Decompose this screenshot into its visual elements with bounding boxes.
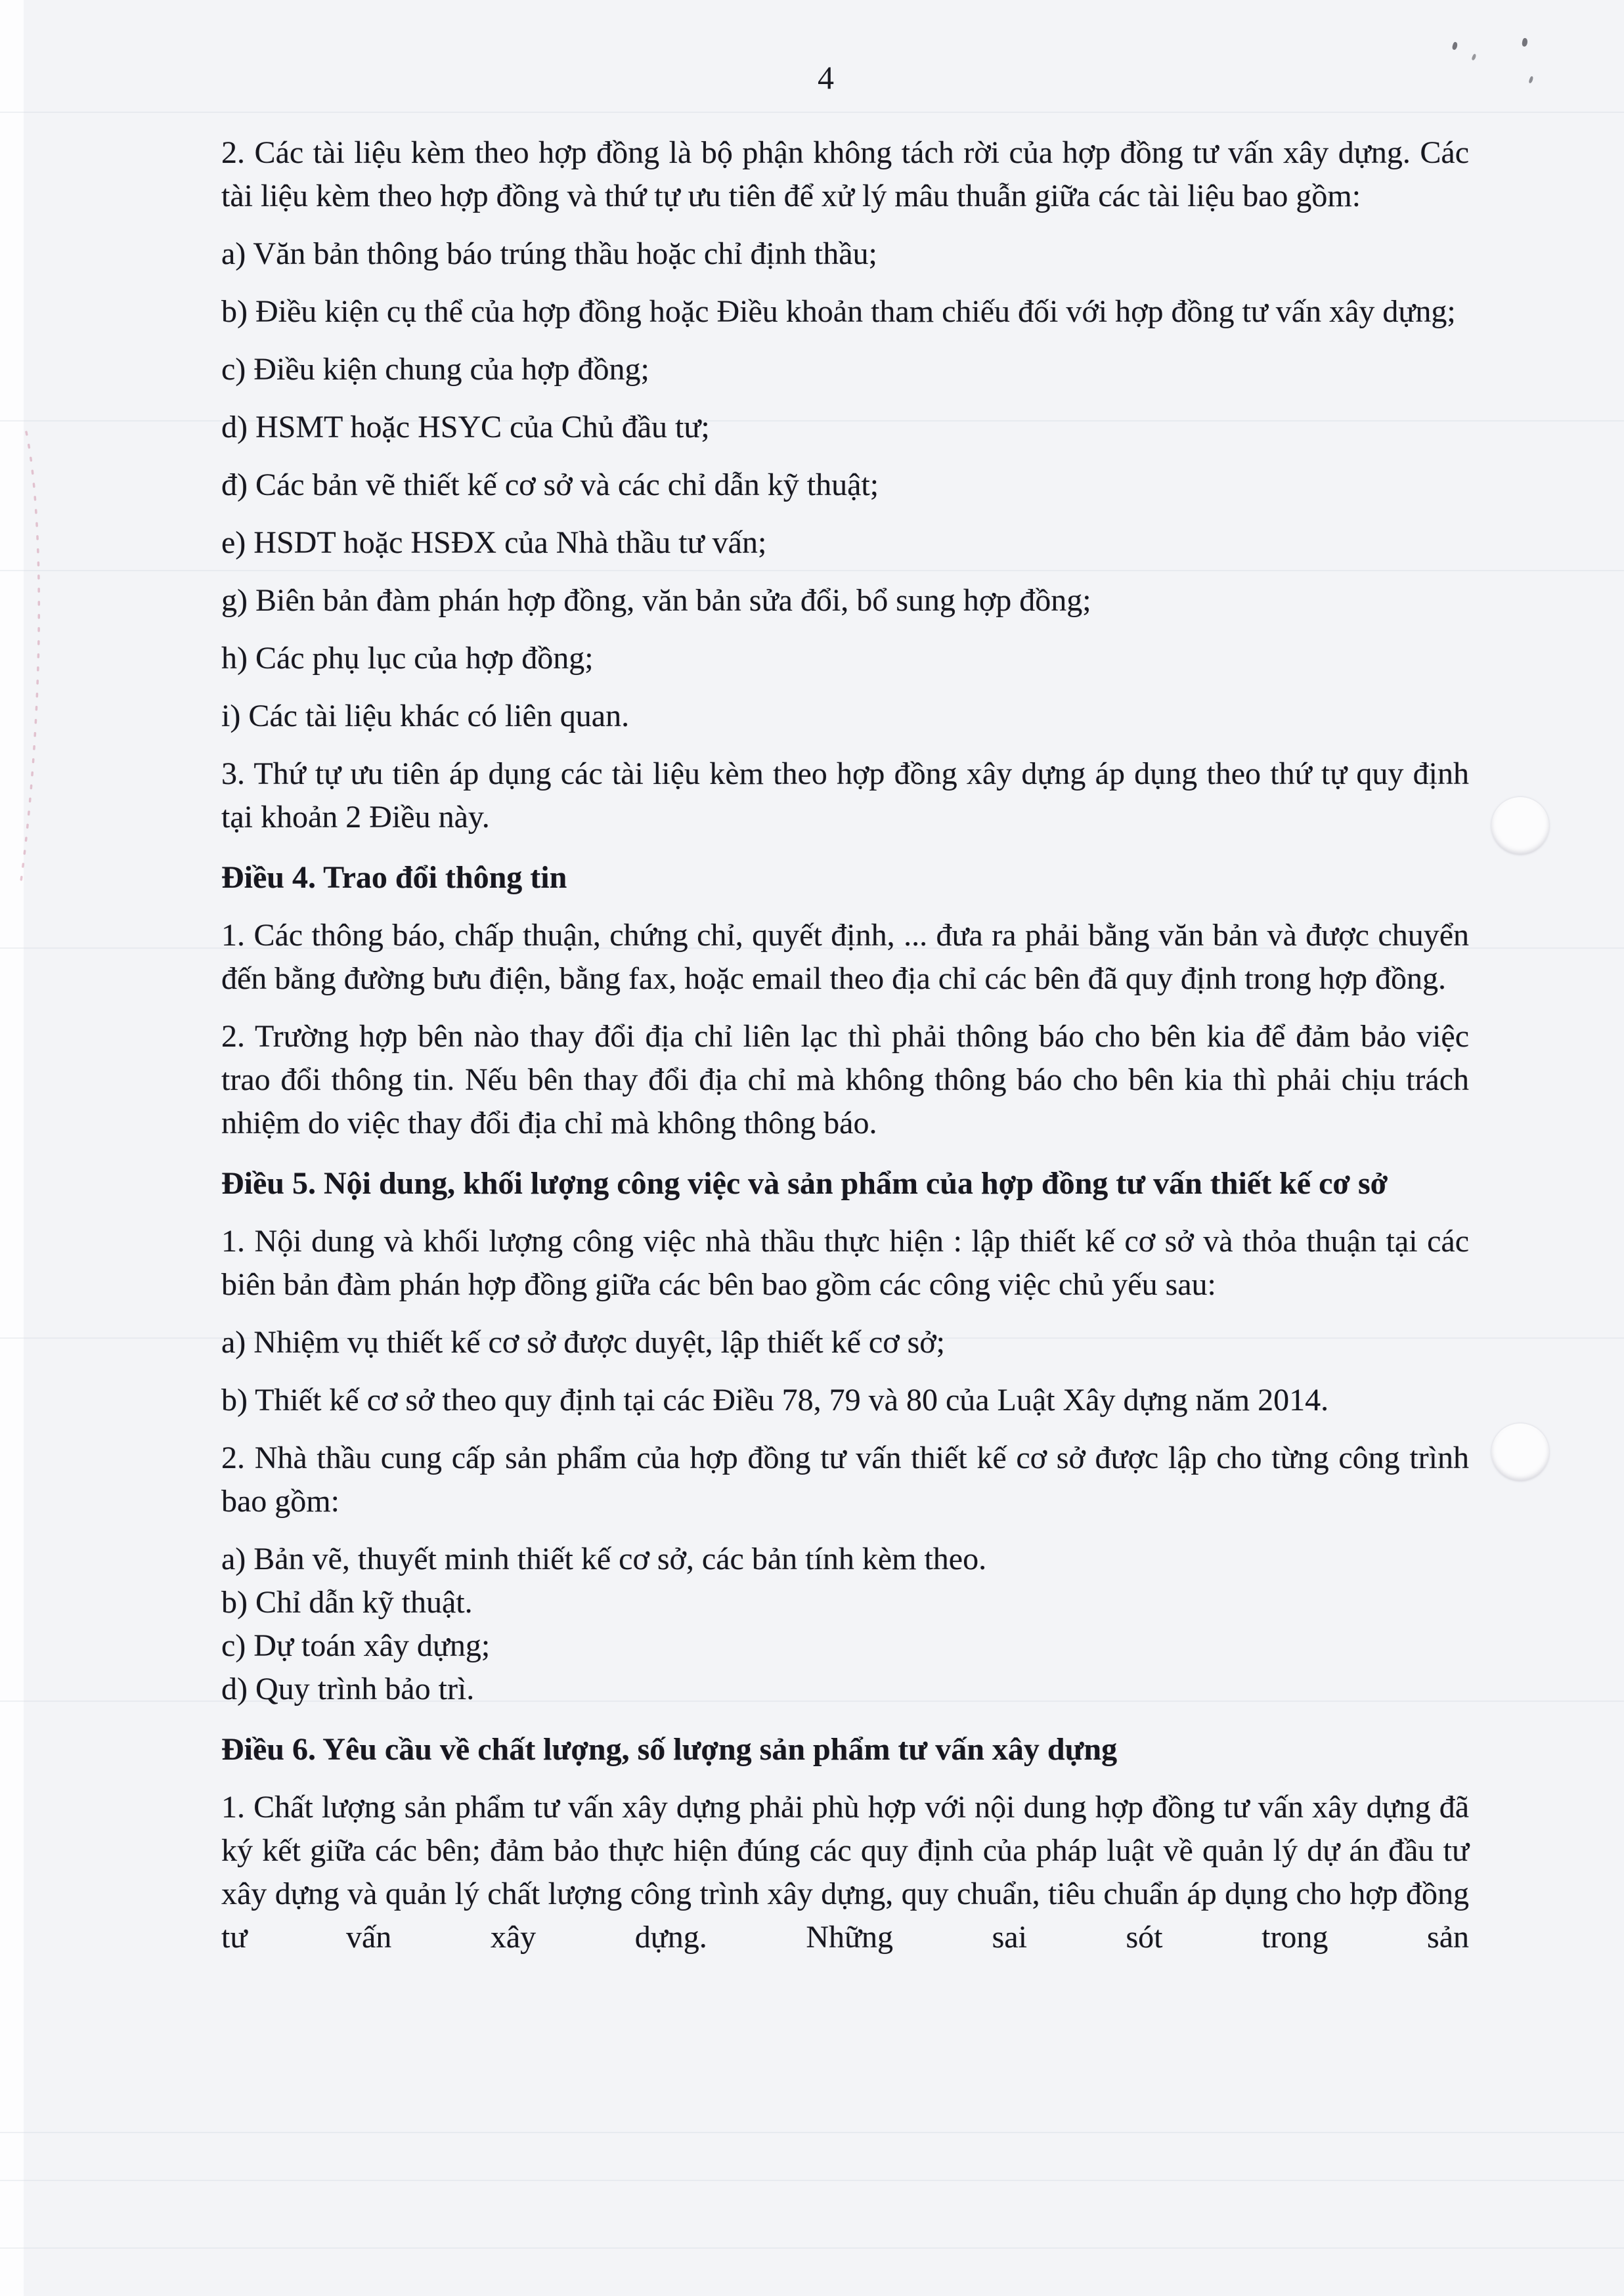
list-item: a) Văn bản thông báo trúng thầu hoặc chỉ định thầu;: [221, 236, 877, 271]
section-heading: Điều 5. Nội dung, khối lượng công việc và sản phẩm của hợp đồng tư vấn thiết kế cơ sở: [221, 1166, 1388, 1201]
paragraph: 2. Nhà thầu cung cấp sản phẩm của hợp đồng tư vấn thiết kế cơ sở được lập cho từng công trình bao gồm:: [221, 1440, 1469, 1519]
paragraph: 3. Thứ tự ưu tiên áp dụng các tài liệu kèm theo hợp đồng xây dựng áp dụng theo thứ tự quy định tại khoản 2 Điều này.: [221, 756, 1469, 834]
paragraph: 2. Trường hợp bên nào thay đổi địa chỉ liên lạc thì phải thông báo cho bên kia để đảm bảo việc trao đổi thông tin. Nếu bên thay đổi địa chỉ mà không thông báo cho bên kia thì phải chịu trách nhiệm do việc thay đổi địa chỉ mà không thông báo.: [221, 1019, 1469, 1140]
paragraph: 1. Nội dung và khối lượng công việc nhà thầu thực hiện : lập thiết kế cơ sở và thỏa thuận tại các biên bản đàm phán hợp đồng giữa các bên bao gồm các công việc chủ yếu sau:: [221, 1224, 1469, 1302]
list-item: d) Quy trình bảo trì.: [221, 1672, 475, 1706]
list-item: g) Biên bản đàm phán hợp đồng, văn bản sửa đổi, bổ sung hợp đồng;: [221, 583, 1091, 618]
scanner-edge: [0, 0, 24, 2296]
paragraph: b) Điều kiện cụ thể của hợp đồng hoặc Điều khoản tham chiếu đối với hợp đồng tư vấn xây dựng;: [221, 294, 1456, 329]
scan-speckle: [1522, 37, 1529, 47]
page-number: 4: [818, 59, 834, 96]
list-item: e) HSDT hoặc HSĐX của Nhà thầu tư vấn;: [221, 525, 767, 560]
scan-speckle: [1451, 41, 1458, 51]
scan-speckle: [1528, 76, 1534, 83]
scan-streak: [0, 2247, 1624, 2249]
list-item: a) Bản vẽ, thuyết minh thiết kế cơ sở, các bản tính kèm theo.: [221, 1542, 987, 1576]
list-item: a) Nhiệm vụ thiết kế cơ sở được duyệt, lập thiết kế cơ sở;: [221, 1325, 945, 1360]
stamp-bleed-mark: [12, 427, 58, 886]
section-heading: Điều 6. Yêu cầu về chất lượng, số lượng sản phẩm tư vấn xây dựng: [221, 1732, 1118, 1767]
paragraph: 1. Chất lượng sản phẩm tư vấn xây dựng phải phù hợp với nội dung hợp đồng tư vấn xây dựng đã ký kết giữa các bên; đảm bảo thực hiện đúng các quy định của pháp luật về quản lý dự án đầu tư xây dựng và quản lý chất lượng công trình xây dựng, quy chuẩn, tiêu chuẩn áp dụng cho hợp đồng tư vấn xây dựng. Những sai sót trong sản: [221, 1790, 1469, 1955]
scan-streak: [0, 112, 1624, 113]
section-heading: Điều 4. Trao đổi thông tin: [221, 860, 567, 895]
list-item: c) Dự toán xây dựng;: [221, 1628, 491, 1663]
list-item: d) HSMT hoặc HSYC của Chủ đầu tư;: [221, 410, 710, 444]
hole-punch: [1491, 1423, 1549, 1481]
paragraph: 1. Các thông báo, chấp thuận, chứng chỉ, quyết định, ... đưa ra phải bằng văn bản và được chuyển đến bằng đường bưu điện, bằng fax, hoặc email theo địa chỉ các bên đã quy định trong hợp đồng.: [221, 918, 1469, 996]
scan-speckle: [1471, 53, 1477, 60]
list-item: c) Điều kiện chung của hợp đồng;: [221, 352, 649, 387]
list-item: h) Các phụ lục của hợp đồng;: [221, 641, 594, 676]
paragraph: b) Thiết kế cơ sở theo quy định tại các Điều 78, 79 và 80 của Luật Xây dựng năm 2014.: [221, 1383, 1329, 1418]
hole-punch: [1491, 797, 1549, 855]
list-item: b) Chỉ dẫn kỹ thuật.: [221, 1585, 473, 1620]
list-item: i) Các tài liệu khác có liên quan.: [221, 699, 630, 733]
document-body: [221, 131, 1469, 1959]
scan-streak: [0, 2132, 1624, 2133]
paragraph: 2. Các tài liệu kèm theo hợp đồng là bộ phận không tách rời của hợp đồng tư vấn xây dựng. Các tài liệu kèm theo hợp đồng và thứ tự ưu tiên để xử lý mâu thuẫn giữa các tài liệu bao gồm:: [221, 135, 1469, 213]
list-item: đ) Các bản vẽ thiết kế cơ sở và các chỉ dẫn kỹ thuật;: [221, 467, 879, 502]
scan-streak: [0, 2180, 1624, 2181]
